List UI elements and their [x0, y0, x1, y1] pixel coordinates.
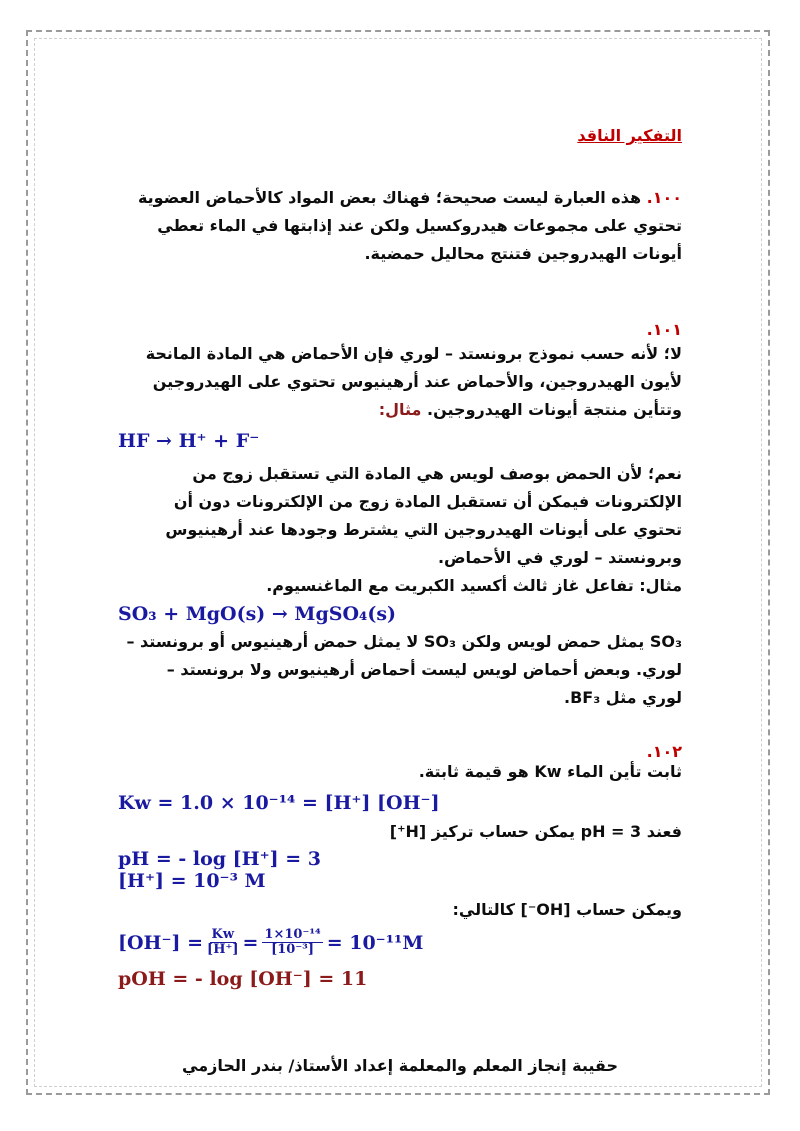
- equation-oh-rhs: = 10⁻¹¹M: [326, 931, 424, 954]
- answer-101-text3: SO₃ يمثل حمض لويس ولكن SO₃ لا يمثل حمض أرهينيوس أو برونستد – لوري. وبعض أحماض لويس ليست أحماض أرهينيوس ولا برونستد – لوري مثل BF₃.: [126, 632, 682, 707]
- fraction-values-denominator: [10⁻³]: [271, 942, 315, 957]
- equation-so3: SO₃ + MgO(s) → MgSO₄(s): [118, 603, 397, 625]
- equation-ph: pH = - log [H⁺] = 3: [118, 848, 322, 870]
- equals-sign: =: [242, 931, 259, 954]
- equation-oh-lhs: [OH⁻] =: [118, 931, 204, 954]
- page-footer: حقيبة إنجاز المعلم والمعلمة إعداد الأستاذ/ بندر الحازمي: [182, 1056, 618, 1075]
- answer-101-text2: نعم؛ لأن الحمض بوصف لويس هي المادة التي تستقبل زوج من الإلكترونات فيمكن أن تستقبل المادة زوج من الإلكترونات دون أن تحتوي على أيونات الهيدروجين التي يشترط وجودها عند أرهينيوس وبرونستد – لوري في الأحماض.: [165, 464, 682, 567]
- answer-101-example2: مثال: تفاعل غاز ثالث أكسيد الكبريت مع الماغنسيوم.: [266, 576, 682, 595]
- example-label: مثال:: [378, 400, 422, 419]
- answer-100-number: ١٠٠.: [646, 188, 682, 207]
- fraction-kw-over-h: [207, 928, 238, 957]
- fraction-kw-denominator: [H⁺]: [207, 942, 239, 957]
- answer-100: [122, 184, 682, 268]
- fraction-values: [262, 928, 322, 957]
- answer-101-paragraph: لا؛ لأنه حسب نموذج برونستد – لوري فإن الأحماض هي المادة المانحة لأيون الهيدروجين، والأحماض عند أرهينيوس تحتوي على الهيدروجين وتتأين منتجة أيونات الهيدروجين.: [145, 344, 682, 419]
- answer-100-text: هذه العبارة ليست صحيحة؛ فهناك بعض المواد كالأحماض العضوية تحتوي على مجموعات هيدروكسيل ولكن عند إذابتها في الماء تعطي أيونات الهيدروجين فتنتج محاليل حمضية.: [137, 188, 682, 263]
- answer-101-number: ١٠١.: [646, 320, 682, 339]
- equation-kw: Kw = 1.0 × 10⁻¹⁴ = [H⁺] [OH⁻]: [118, 792, 440, 814]
- answer-101-text1: [122, 340, 682, 424]
- section-heading: التفكير الناقد: [577, 126, 682, 145]
- fraction-values-numerator: 1×10⁻¹⁴: [264, 927, 321, 942]
- equation-hf: HF → H⁺ + F⁻: [118, 430, 260, 452]
- equation-h-concentration: [H⁺] = 10⁻³ M: [118, 870, 266, 892]
- answer-102-line1: ثابت تأين الماء Kw هو قيمة ثابتة.: [418, 762, 682, 781]
- answer-102-line3: ويمكن حساب [OH⁻] كالتالي:: [452, 900, 682, 919]
- equation-oh: [118, 928, 423, 957]
- answer-102-line2: فعند pH = 3 يمكن حساب تركيز [H⁺]: [389, 822, 682, 841]
- equation-poh: pOH = - log [OH⁻] = 11: [118, 968, 368, 990]
- answer-102-number: ١٠٢.: [646, 742, 682, 761]
- fraction-kw-numerator: Kw: [211, 927, 235, 942]
